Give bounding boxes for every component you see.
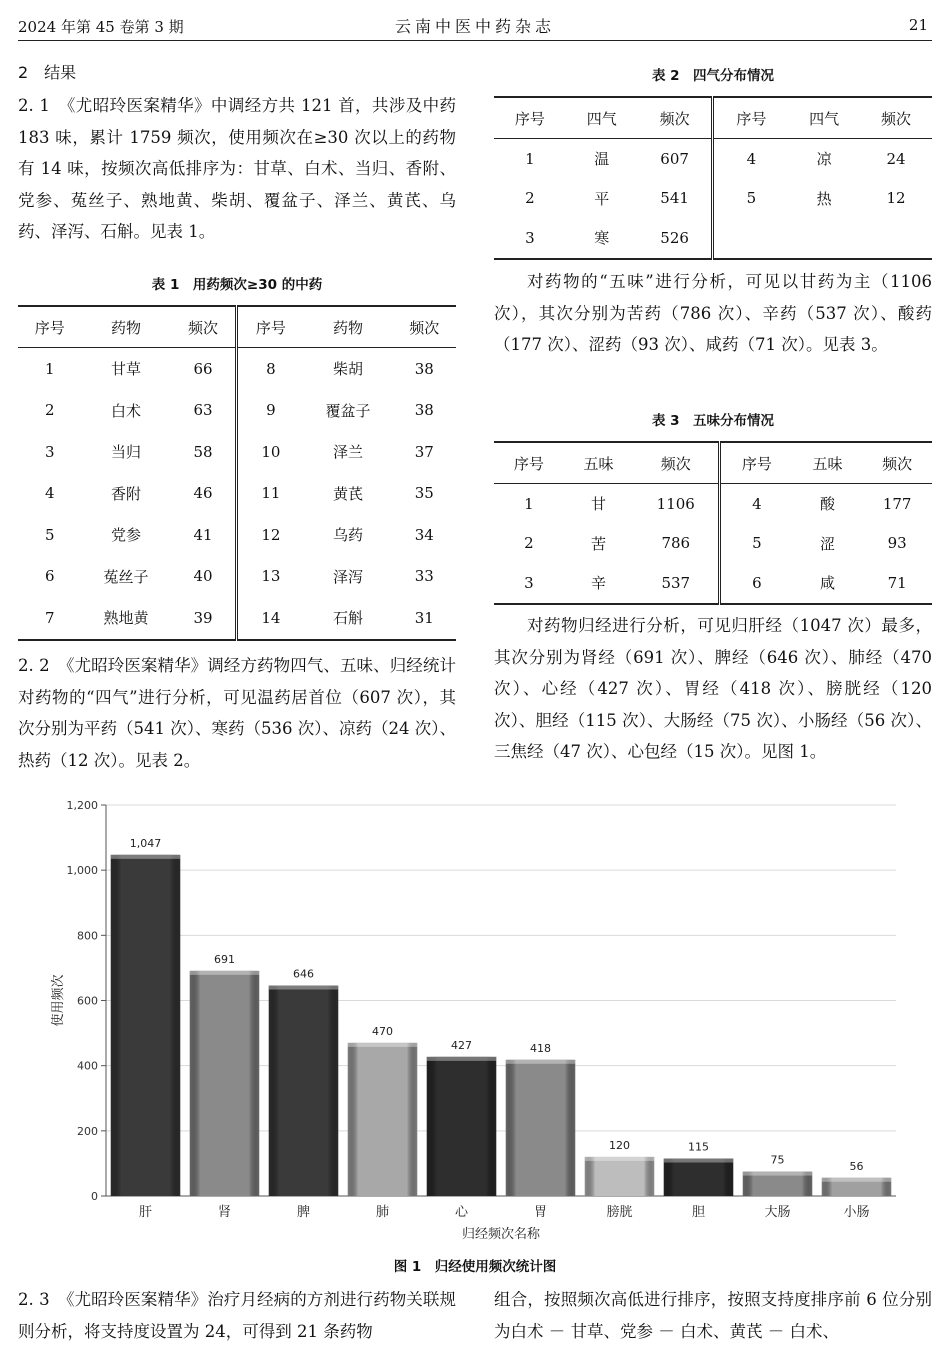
data-label: 1,047 bbox=[129, 836, 162, 850]
table-cell: 1106 bbox=[633, 484, 719, 524]
table-row bbox=[494, 524, 932, 564]
bar-top-大肠 bbox=[743, 1172, 813, 1176]
table-cell: 24 bbox=[886, 149, 906, 168]
x-tick-label: 膀胱 bbox=[606, 1205, 633, 1220]
right-para-wuwei bbox=[494, 266, 932, 361]
column-header: 频次 bbox=[633, 442, 719, 484]
table-row bbox=[18, 431, 456, 473]
table-cell: 46 bbox=[171, 473, 237, 515]
table-row bbox=[18, 597, 456, 640]
paragraph-2-3: 2. 3 《尤昭玲医案精华》治疗月经病的方剂进行药物关联规则分析，将支持度设置为 24，可得到 21 条药物 bbox=[18, 1290, 456, 1341]
table-cell: 甘 bbox=[591, 495, 607, 514]
paragraph-2-2: 2. 2 《尤昭玲医案精华》调经方药物四气、五味、归经统计 对药物的“四气”进行分析，可见温药居首位（607 次），其次分别为平药（541 次）、寒药（536 次）、凉药（24 次）、热药（12 次）。见表 2。 bbox=[18, 656, 473, 770]
table-cell: 2 bbox=[524, 534, 534, 553]
table-cell: 1 bbox=[524, 494, 534, 513]
bar-shade-肾 bbox=[190, 971, 260, 1196]
page-number: 21 bbox=[908, 16, 928, 34]
bar-top-胆 bbox=[664, 1159, 734, 1163]
bar-shade-脾 bbox=[269, 986, 339, 1196]
table-cell: 14 bbox=[237, 597, 303, 640]
table-cell: 2 bbox=[44, 401, 55, 420]
x-tick-label: 大肠 bbox=[764, 1205, 791, 1220]
table-cell: 63 bbox=[171, 390, 237, 432]
table-cell bbox=[860, 218, 932, 259]
table-cell: 3 bbox=[494, 218, 566, 259]
y-tick-label: 600 bbox=[77, 994, 98, 1008]
column-header: 序号 bbox=[494, 97, 566, 139]
column-header: 序号 bbox=[237, 306, 303, 348]
bottom-left bbox=[18, 1284, 456, 1347]
table-row bbox=[494, 179, 932, 219]
table-cell: 甘草 bbox=[111, 360, 142, 379]
table-cell: 39 bbox=[171, 597, 237, 640]
column-header: 药物 bbox=[303, 306, 392, 348]
table-cell: 10 bbox=[261, 442, 281, 461]
table-cell bbox=[713, 218, 788, 259]
table-cell: 38 bbox=[414, 359, 434, 378]
data-label: 470 bbox=[372, 1024, 393, 1038]
table-cell: 覆盆子 bbox=[325, 401, 371, 420]
running-header bbox=[18, 14, 932, 41]
table-cell: 3 bbox=[494, 563, 564, 604]
table-cell: 平 bbox=[594, 189, 610, 208]
column-header: 序号 bbox=[720, 442, 793, 484]
table-cell: 40 bbox=[171, 556, 237, 598]
data-label: 427 bbox=[451, 1038, 472, 1052]
right-para-guijing bbox=[494, 610, 932, 768]
y-tick-label: 200 bbox=[77, 1124, 98, 1138]
table-cell: 寒 bbox=[566, 218, 638, 259]
y-tick-label: 800 bbox=[77, 929, 98, 943]
y-tick-label: 0 bbox=[91, 1190, 98, 1203]
y-tick-label: 400 bbox=[77, 1059, 98, 1073]
column-header: 序号 bbox=[713, 97, 788, 139]
table-cell: 786 bbox=[633, 524, 719, 564]
bar-top-小肠 bbox=[822, 1178, 892, 1182]
paragraph-2-1: 2. 1 《尤昭玲医案精华》中调经方共 121 首，共涉及中药 183 味，累计 1759 频次，使用频次在≥30 次以上的药物有 14 味，按频次高低排序为：甘草、白术、当归、香附、党参、菟丝子、熟地黄、柴胡、覆盆子、泽兰、黄芪、乌药、泽泻、石斛。见表 1。 bbox=[18, 96, 456, 241]
table-cell: 1 bbox=[525, 149, 535, 168]
bar-top-胃 bbox=[506, 1060, 576, 1064]
table-cell: 5 bbox=[746, 189, 757, 208]
bar-top-膀胱 bbox=[585, 1157, 655, 1161]
table2 bbox=[494, 96, 932, 260]
table-cell: 苦 bbox=[591, 534, 607, 553]
x-tick-label: 心 bbox=[454, 1205, 469, 1220]
table-cell: 35 bbox=[414, 484, 434, 503]
table2-caption: 表 2 四气分布情况 bbox=[651, 68, 775, 84]
column-header: 频次 bbox=[393, 306, 456, 348]
x-tick-label: 肺 bbox=[375, 1205, 390, 1220]
table-cell: 71 bbox=[862, 563, 932, 604]
bar-shade-胆 bbox=[664, 1159, 734, 1196]
bar-top-脾 bbox=[269, 986, 339, 990]
bar-shade-膀胱 bbox=[585, 1157, 655, 1196]
meridian-bar-chart bbox=[18, 790, 932, 1250]
column-header: 四气 bbox=[566, 97, 638, 139]
bar-top-肺 bbox=[348, 1043, 418, 1047]
table-cell: 当归 bbox=[111, 443, 142, 462]
table-cell: 537 bbox=[633, 563, 719, 604]
table-cell: 9 bbox=[266, 401, 276, 420]
column-header: 频次 bbox=[862, 442, 932, 484]
x-axis-label: 归经频次名称 bbox=[461, 1227, 541, 1242]
data-label: 75 bbox=[770, 1153, 785, 1167]
table-cell: 33 bbox=[414, 567, 434, 586]
table3 bbox=[494, 441, 932, 605]
journal-title: 云南中医中药杂志 bbox=[394, 17, 555, 36]
table-row bbox=[18, 390, 456, 432]
table-cell: 3 bbox=[44, 442, 55, 461]
y-tick-label: 1,200 bbox=[66, 799, 98, 812]
figure-1 bbox=[18, 790, 932, 1250]
table-cell: 辛 bbox=[564, 563, 634, 604]
column-header: 频次 bbox=[860, 97, 932, 139]
table-cell: 温 bbox=[594, 150, 610, 169]
x-tick-label: 肾 bbox=[217, 1205, 232, 1220]
figure-caption: 图 1 归经使用频次统计图 bbox=[393, 1259, 557, 1275]
table-cell: 泽兰 bbox=[332, 443, 363, 462]
x-tick-label: 小肠 bbox=[843, 1205, 870, 1220]
table-cell: 526 bbox=[638, 218, 713, 259]
table-row bbox=[494, 484, 932, 524]
column-header: 频次 bbox=[638, 97, 713, 139]
table-cell: 8 bbox=[266, 359, 276, 378]
bar-shade-肝 bbox=[111, 855, 181, 1196]
data-label: 418 bbox=[530, 1041, 551, 1055]
data-label: 646 bbox=[293, 967, 314, 981]
table-cell: 柴胡 bbox=[332, 360, 363, 379]
table-cell: 607 bbox=[638, 139, 713, 179]
table-cell: 乌药 bbox=[332, 526, 363, 545]
table-cell: 7 bbox=[18, 597, 81, 640]
table-row bbox=[18, 473, 456, 515]
journal-issue: 2024 年第 45 卷第 3 期 bbox=[18, 18, 184, 36]
table-cell: 涩 bbox=[819, 534, 835, 553]
table-cell: 34 bbox=[414, 525, 434, 544]
table-cell: 13 bbox=[261, 567, 281, 586]
table-cell: 37 bbox=[414, 442, 434, 461]
data-label: 691 bbox=[214, 952, 235, 966]
table-cell: 泽泻 bbox=[332, 567, 363, 586]
column-header: 频次 bbox=[171, 306, 237, 348]
table-cell: 2 bbox=[525, 189, 535, 208]
column-header: 五味 bbox=[564, 442, 634, 484]
table-cell: 6 bbox=[720, 563, 793, 604]
table-row bbox=[494, 563, 932, 604]
column-header: 四气 bbox=[788, 97, 860, 139]
left-column-lower bbox=[18, 650, 473, 776]
table1-caption: 表 1 用药频次≥30 的中药 bbox=[151, 277, 323, 293]
table-cell: 5 bbox=[44, 525, 55, 544]
y-axis-label: 使用频次 bbox=[51, 974, 66, 1027]
table-cell: 菟丝子 bbox=[103, 567, 149, 586]
table-cell: 31 bbox=[393, 597, 456, 640]
table-cell: 白术 bbox=[111, 401, 142, 420]
table-cell: 熟地黄 bbox=[81, 597, 170, 640]
column-header: 序号 bbox=[494, 442, 564, 484]
bar-top-肝 bbox=[111, 855, 181, 859]
table-row bbox=[18, 514, 456, 556]
table-cell: 热 bbox=[816, 189, 832, 208]
paragraph-guijing: 对药物归经进行分析，可见归肝经（1047 次）最多，其次分别为肾经（691 次）、脾经（646 次）、肺经（470 次）、心经（427 次）、胃经（418 次）、膀胱经（120 次）、胆经（115 次）、大肠经（75 次）、小肠经（56 次）、三焦经（47 次）、心包经（15 次）。见图 1。 bbox=[494, 616, 932, 761]
table-row bbox=[494, 139, 932, 179]
table-cell: 黄芪 bbox=[332, 484, 363, 503]
paragraph-wuwei: 对药物的“五味”进行分析，可见以甘药为主（1106 次），其次分别为苦药（786 次）、辛药（537 次）、酸药（177 次）、涩药（93 次）、咸药（71 次）。见表 3。 bbox=[494, 272, 932, 354]
table-cell: 12 bbox=[886, 189, 906, 208]
bar-shade-胃 bbox=[506, 1060, 576, 1196]
x-tick-label: 肝 bbox=[138, 1205, 153, 1220]
table-cell: 58 bbox=[171, 431, 237, 473]
table-cell: 4 bbox=[752, 494, 762, 513]
x-tick-label: 胆 bbox=[691, 1205, 706, 1220]
table-cell: 541 bbox=[638, 179, 713, 219]
table1 bbox=[18, 305, 456, 641]
table-cell: 177 bbox=[882, 494, 912, 513]
table-cell: 党参 bbox=[111, 526, 142, 545]
paragraph-continued: 组合，按照频次高低进行排序，按照支持度排序前 6 位分别为白术 － 甘草、党参 － 白术、黄芪 － 白术、 bbox=[494, 1290, 932, 1341]
bottom-right bbox=[494, 1284, 932, 1347]
table-cell: 11 bbox=[261, 484, 281, 503]
table-row bbox=[18, 348, 456, 390]
x-tick-label: 胃 bbox=[533, 1205, 548, 1220]
bar-shade-肺 bbox=[348, 1043, 418, 1196]
table-row bbox=[494, 218, 932, 259]
table-cell: 66 bbox=[171, 348, 237, 390]
table-cell: 5 bbox=[752, 534, 762, 553]
table-cell bbox=[788, 218, 860, 259]
table-cell: 咸 bbox=[793, 563, 863, 604]
table-cell: 93 bbox=[887, 534, 907, 553]
section-heading: 2 结果 bbox=[18, 63, 77, 82]
table-cell: 6 bbox=[44, 567, 55, 586]
table-cell: 41 bbox=[171, 514, 237, 556]
table-cell: 凉 bbox=[816, 150, 832, 169]
left-column bbox=[18, 58, 456, 248]
bar-top-肾 bbox=[190, 971, 260, 975]
x-tick-label: 脾 bbox=[296, 1205, 311, 1220]
column-header: 五味 bbox=[793, 442, 863, 484]
table-cell: 12 bbox=[261, 525, 281, 544]
table-cell: 4 bbox=[44, 484, 55, 503]
table-row bbox=[18, 556, 456, 598]
table3-caption: 表 3 五味分布情况 bbox=[651, 413, 775, 429]
column-header: 序号 bbox=[18, 306, 81, 348]
data-label: 120 bbox=[609, 1138, 630, 1152]
y-tick-label: 1,000 bbox=[66, 864, 98, 878]
data-label: 56 bbox=[849, 1159, 864, 1173]
column-header: 药物 bbox=[81, 306, 170, 348]
table-cell: 石斛 bbox=[303, 597, 392, 640]
bar-shade-心 bbox=[427, 1057, 497, 1196]
table-cell: 4 bbox=[746, 149, 757, 168]
table-cell: 香附 bbox=[111, 484, 142, 503]
table-cell: 酸 bbox=[819, 495, 835, 514]
data-label: 115 bbox=[688, 1140, 709, 1154]
bar-top-心 bbox=[427, 1057, 497, 1061]
table-cell: 1 bbox=[44, 359, 55, 378]
table-cell: 38 bbox=[414, 401, 434, 420]
